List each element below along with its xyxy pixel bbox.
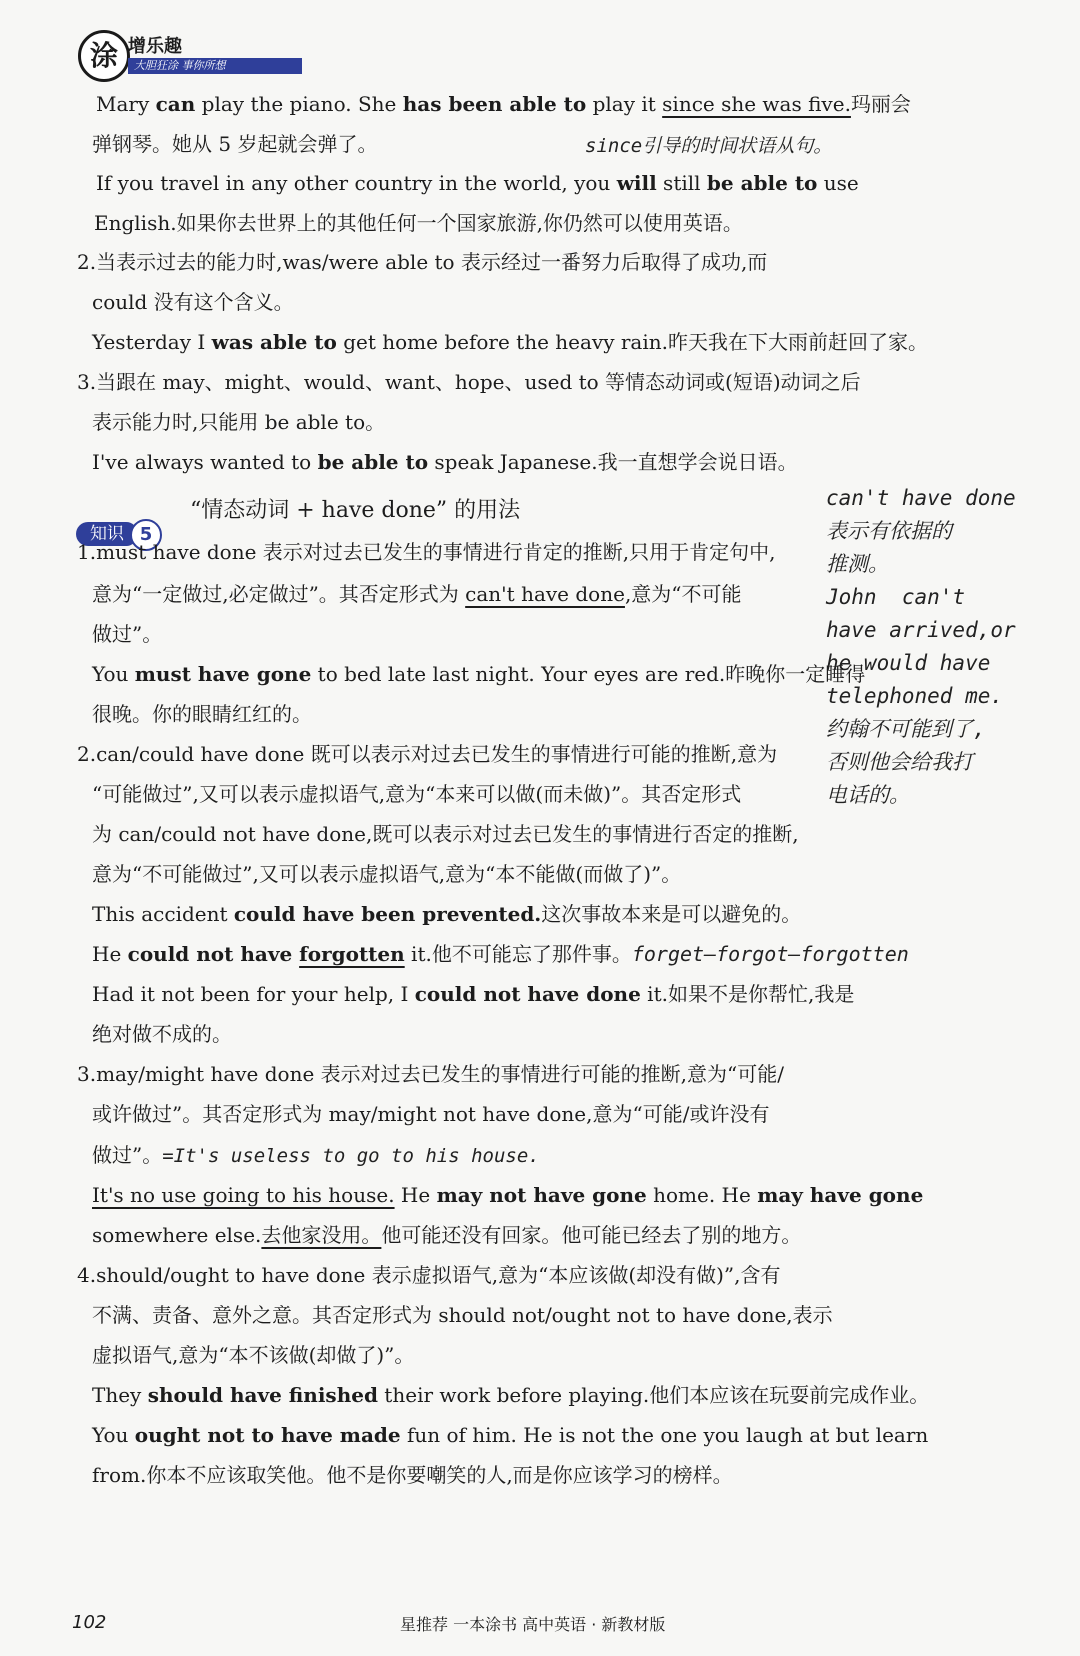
brand-logo (78, 30, 298, 80)
list-item: 4.should/ought to have done 表示虚拟语气,意为“本应该做(却没有做)”,含有 (77, 1263, 781, 1287)
page-number: 102 (72, 1612, 107, 1633)
note-line: 否则他会给我打 (826, 750, 973, 774)
text-line: “可能做过”,又可以表示虚拟语气,意为“本来可以做(而未做)”。其否定形式 (92, 782, 742, 806)
text-line: somewhere else.去他家没用。他可能还没有回家。他可能已经去了别的地方。 (92, 1223, 802, 1247)
note-line: 约翰不可能到了, (826, 717, 986, 741)
note-line: telephoned me. (826, 684, 1004, 708)
text-line: This accident could have been prevented.这次事故本来是可以避免的。 (92, 902, 802, 926)
logo-mark: 涂 (78, 30, 130, 82)
note-line: 推测。 (826, 552, 889, 576)
handwritten-side-note (826, 482, 1041, 812)
text-line: 意为“不可能做过”,又可以表示虚拟语气,意为“本不能做(而做了)”。 (92, 862, 682, 886)
section-title: “情态动词 + have done” 的用法 (190, 498, 521, 523)
text-line: 虚拟语气,意为“本不该做(却做了)”。 (92, 1343, 415, 1367)
text-line: 很晚。你的眼睛红红的。 (92, 702, 312, 726)
text-line: Yesterday I was able to get home before the heavy rain.昨天我在下大雨前赶回了家。 (92, 330, 928, 354)
note-line: he would have (826, 651, 991, 675)
list-item: 1.must have done 表示对过去已发生的事情进行肯定的推断,只用于肯定句中, (77, 540, 776, 564)
text-line: 不满、责备、意外之意。其否定形式为 should not/ought not to have done,表示 (92, 1303, 833, 1327)
text-line: could 没有这个含义。 (92, 290, 294, 314)
text-line: If you travel in any other country in the world, you will still be able to use (96, 171, 859, 195)
text-line: 表示能力时,只能用 be able to。 (92, 410, 386, 434)
knowledge-label: 知识 (76, 522, 138, 546)
text-line: 为 can/could not have done,既可以表示对过去已发生的事情进行否定的推断, (92, 822, 799, 846)
text-line: 做过”。 (92, 622, 163, 646)
note-line: 表示有依据的 (826, 519, 952, 543)
text-line: English.如果你去世界上的其他任何一个国家旅游,你仍然可以使用英语。 (94, 211, 743, 235)
text-line: Mary can play the piano. She has been able to play it since she was five.玛丽会 (96, 92, 911, 116)
text-line: I've always wanted to be able to speak Japanese.我一直想学会说日语。 (92, 450, 798, 474)
text-line: They should have finished their work before playing.他们本应该在玩耍前完成作业。 (92, 1383, 930, 1407)
text-line: He could not have forgotten it.他不可能忘了那件事。forget—forgot—forgotten (92, 942, 909, 966)
note-line: 电话的。 (826, 783, 910, 807)
note-line: can't have done (826, 486, 1016, 510)
note-line: John can't (826, 585, 966, 609)
text-line: 或许做过”。其否定形式为 may/might not have done,意为“可能/或许没有 (92, 1102, 770, 1126)
list-item: 2.当表示过去的能力时,was/were able to 表示经过一番努力后取得了成功,而 (77, 250, 768, 274)
note-line: have arrived,or (826, 618, 1016, 642)
handwritten-note: since引导的时间状语从句。 (585, 135, 833, 157)
text-line: It's no use going to his house. He may not have gone home. He may have gone (92, 1183, 924, 1207)
text-line: from.你本不应该取笑他。他不是你要嘲笑的人,而是你应该学习的榜样。 (92, 1463, 733, 1487)
text-line: 弹钢琴。她从 5 岁起就会弹了。 (92, 132, 378, 156)
text-line: 意为“一定做过,必定做过”。其否定形式为 can't have done,意为“不可能 (92, 582, 742, 606)
text-line: 绝对做不成的。 (92, 1022, 232, 1046)
book-title: 星推荐 一本涂书 高中英语 · 新教材版 (400, 1615, 666, 1634)
list-item: 3.当跟在 may、might、would、want、hope、used to 等情态动词或(短语)动词之后 (77, 370, 861, 394)
brand-name: 增乐趣 (128, 36, 182, 57)
text-line: You must have gone to bed late last night. Your eyes are red.昨晚你一定睡得 (92, 662, 866, 686)
knowledge-number: 5 (130, 519, 162, 551)
brand-slogan: 大胆狂涂 事你所想 (128, 58, 302, 74)
text-line: 做过”。=It's useless to go to his house. (92, 1143, 540, 1167)
list-item: 2.can/could have done 既可以表示对过去已发生的事情进行可能的推断,意为 (77, 742, 778, 766)
list-item: 3.may/might have done 表示对过去已发生的事情进行可能的推断,意为“可能/ (77, 1062, 784, 1086)
text-line: Had it not been for your help, I could not have done it.如果不是你帮忙,我是 (92, 982, 855, 1006)
text-line: You ought not to have made fun of him. He is not the one you laugh at but learn (92, 1423, 929, 1447)
